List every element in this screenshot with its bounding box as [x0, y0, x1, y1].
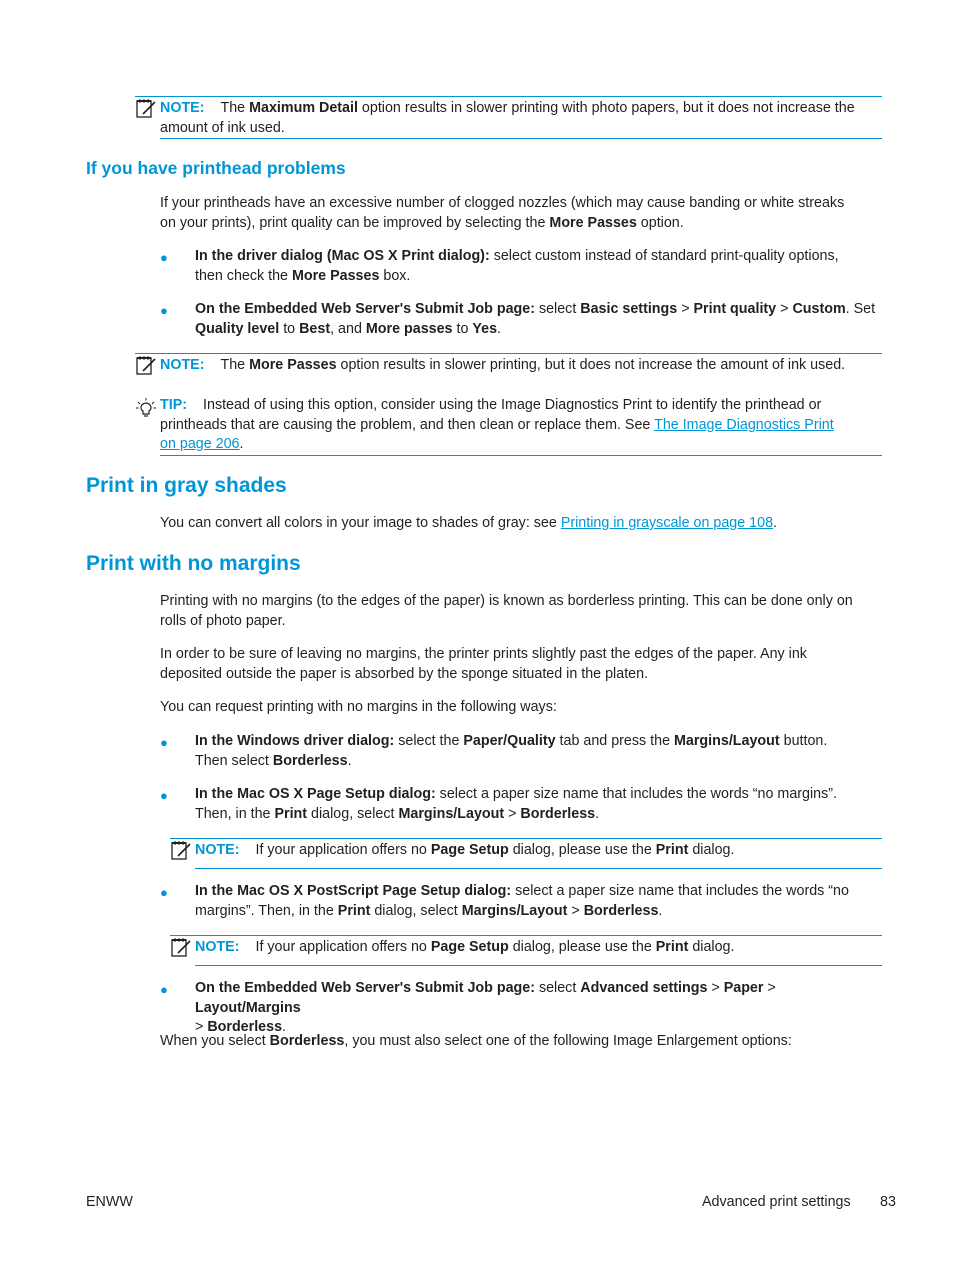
- no-margins-p1: Printing with no margins (to the edges of the paper) is known as borderless printing. This can be done only on rolls of photo paper.: [160, 593, 853, 629]
- bullet-ews-advanced: On the Embedded Web Server's Submit Job page: select Advanced settings > Paper > Layout/Margins > Borderless.: [195, 980, 776, 1035]
- bullet-marker: ●: [160, 788, 168, 803]
- grayscale-link[interactable]: Printing in grayscale on page 108: [560, 515, 774, 531]
- bullet-ews-submit-job: On the Embedded Web Server's Submit Job page: select Basic settings > Print quality > Custom. Set Quality level to Best, and More passes to Yes.: [195, 301, 876, 337]
- tip-image-diagnostics: TIP: Instead of using this option, consider using the Image Diagnostics Print to identify the printhead or printheads that are causing the problem, and then clean or replace them. See The Image Diagnostics Print on page 206.: [160, 397, 834, 452]
- gray-text: You can convert all colors in your image to shades of gray: see Printing in grayscale on page 108.: [160, 515, 778, 531]
- note-top-rule: [135, 96, 882, 97]
- note-maximum-detail: NOTE: The Maximum Detail option results in slower printing with photo papers, but it does not increase the amount of ink used.: [160, 100, 855, 136]
- footer-section: Advanced print settings: [702, 1194, 851, 1210]
- bullet-marker: ●: [160, 735, 168, 750]
- footer-left: ENWW: [86, 1194, 133, 1210]
- borderless-enlargement-text: When you select Borderless, you must also select one of the following Image Enlargement options:: [160, 1033, 792, 1049]
- note-page-setup: NOTE: If your application offers no Page Setup dialog, please use the Print dialog.: [195, 939, 735, 955]
- bullet-windows-driver: In the Windows driver dialog: select the Paper/Quality tab and press the Margins/Layout button. Then select Borderless.: [195, 733, 828, 769]
- section-heading-no-margins: Print with no margins: [86, 552, 301, 575]
- note-bottom-rule: [195, 965, 882, 966]
- note-icon: [170, 937, 192, 959]
- bullet-marker: ●: [160, 250, 168, 265]
- bullet-marker: ●: [160, 982, 168, 997]
- note-bottom-rule: [195, 868, 882, 869]
- image-diagnostics-page-link[interactable]: on page 206: [160, 436, 240, 452]
- section-heading-gray: Print in gray shades: [86, 474, 287, 497]
- note-label: NOTE:: [160, 100, 205, 116]
- image-diagnostics-link[interactable]: The Image Diagnostics Print: [654, 416, 834, 433]
- note-more-passes: NOTE: The More Passes option results in slower printing, but it does not increase the amount of ink used.: [160, 357, 846, 373]
- note-top-rule: [135, 353, 882, 354]
- bullet-driver-dialog: In the driver dialog (Mac OS X Print dialog): select custom instead of standard print-quality options, then check the More Passes box.: [195, 248, 839, 284]
- bullet-marker: ●: [160, 885, 168, 900]
- note-top-rule: [170, 838, 882, 839]
- page-number: 83: [880, 1194, 896, 1210]
- section-heading-printhead: If you have printhead problems: [86, 158, 346, 178]
- no-margins-p2: In order to be sure of leaving no margins, the printer prints slightly past the edges of the paper. Any ink deposited outside the paper is absorbed by the sponge situated in the platen.: [160, 646, 807, 682]
- lightbulb-icon: [135, 397, 157, 419]
- note-icon: [135, 98, 157, 120]
- tip-bottom-rule: [160, 455, 882, 456]
- printhead-intro: If your printheads have an excessive number of clogged nozzles (which may cause banding or white streaks on your prints), print quality can be improved by selecting the More Passes option.: [160, 195, 845, 231]
- note-icon: [135, 355, 157, 377]
- bullet-marker: ●: [160, 303, 168, 318]
- note-icon: [170, 840, 192, 862]
- note-page-setup: NOTE: If your application offers no Page Setup dialog, please use the Print dialog.: [195, 842, 735, 858]
- no-margins-p3: You can request printing with no margins in the following ways:: [160, 699, 557, 715]
- bullet-mac-postscript: In the Mac OS X PostScript Page Setup dialog: select a paper size name that includes the words “no margins”. Then, in the Print dialog, select Margins/Layout > Borderless.: [195, 883, 849, 919]
- note-bottom-rule: [160, 138, 882, 139]
- bullet-mac-page-setup: In the Mac OS X Page Setup dialog: select a paper size name that includes the words “no margins”. Then, in the Print dialog, select Margins/Layout > Borderless.: [195, 786, 838, 822]
- note-top-rule: [170, 935, 882, 936]
